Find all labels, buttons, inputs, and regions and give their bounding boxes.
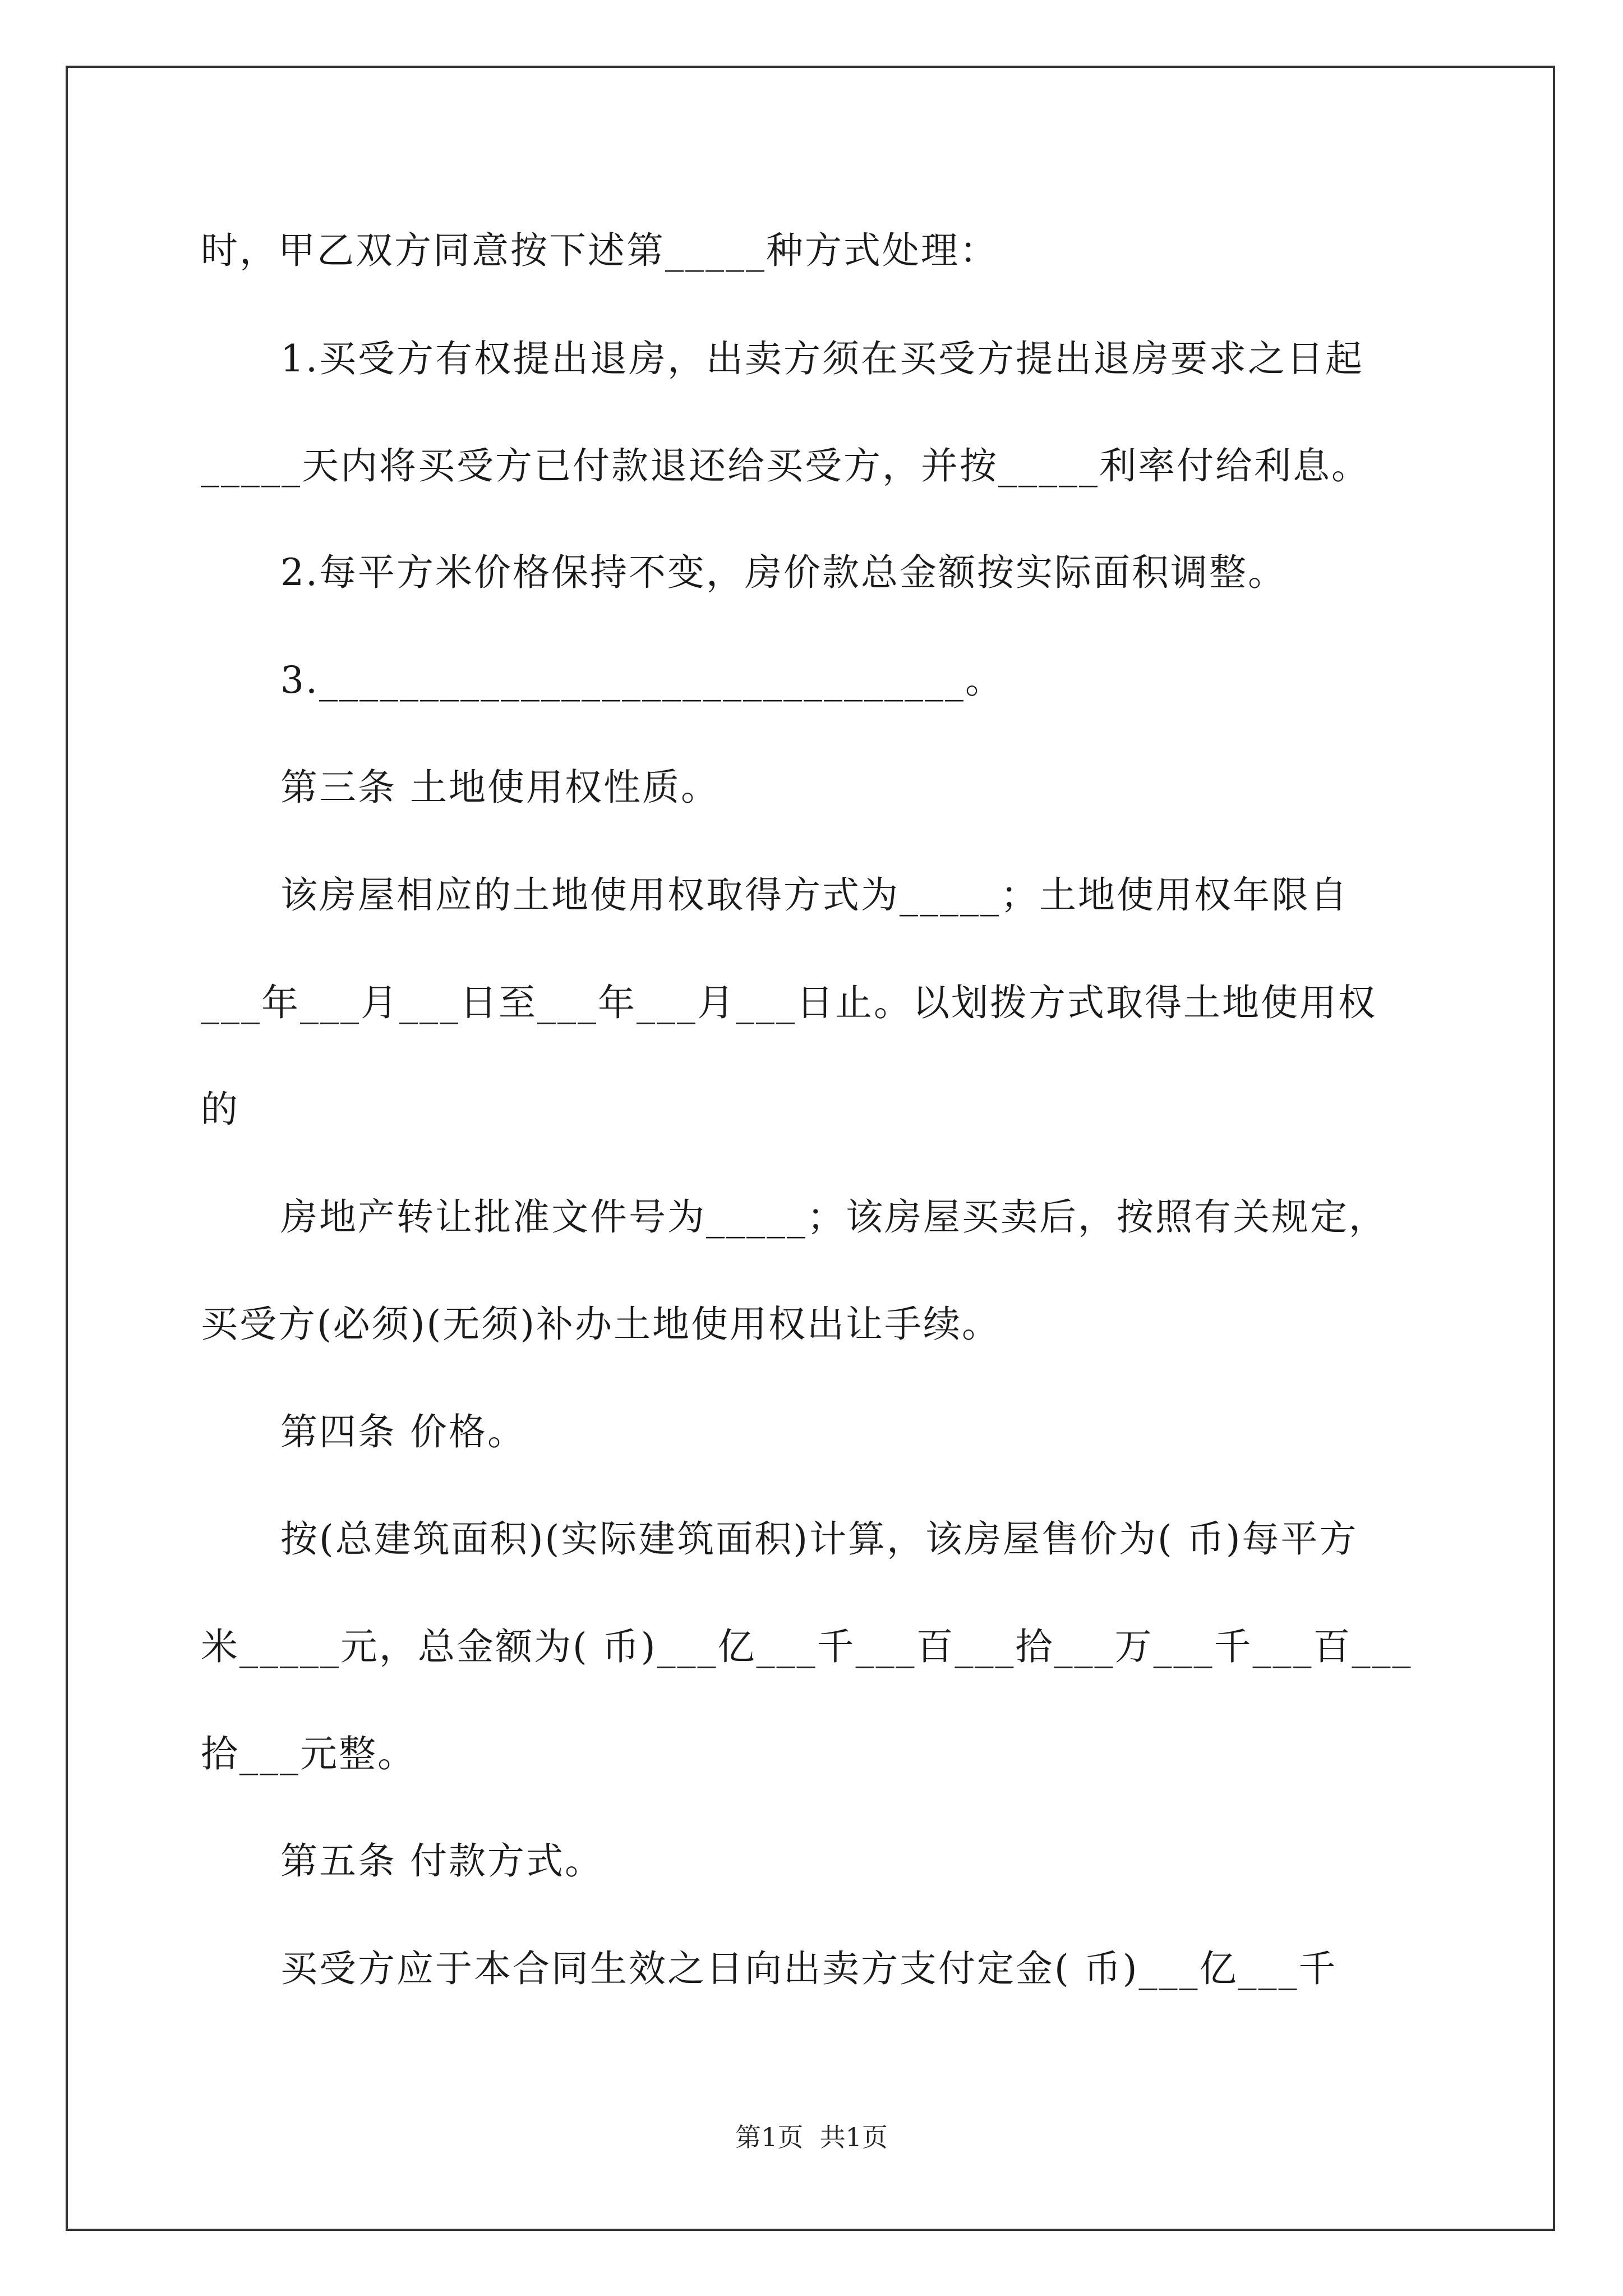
text-line-8: ___年___月___日至___年___月___日止。以划拨方式取得土地使用权 bbox=[201, 981, 1377, 1024]
text-line-1: 时，甲乙双方同意按下述第_____种方式处理： bbox=[201, 229, 998, 272]
text-line-11: 买受方(必须)(无须)补办土地使用权出让手续。 bbox=[201, 1303, 1000, 1346]
text-line-17: 买受方应于本合同生效之日向出卖方支付定金( 币)___亿___千 bbox=[280, 1947, 1338, 1990]
text-line-13: 按(总建筑面积)(实际建筑面积)计算，该房屋售价为( 币)每平方 bbox=[280, 1517, 1358, 1561]
text-line-4: 2.每平方米价格保持不变，房价款总金额按实际面积调整。 bbox=[280, 551, 1287, 594]
page-border bbox=[66, 66, 1555, 2231]
text-line-9: 的 bbox=[201, 1088, 239, 1131]
text-line-14: 米_____元，总金额为( 币)___亿___千___百___拾___万___千___百___ bbox=[201, 1625, 1413, 1668]
article-4-heading: 第四条 价格。 bbox=[280, 1410, 526, 1453]
article-5-heading: 第五条 付款方式。 bbox=[280, 1839, 603, 1883]
page-number-footer: 第1页 共1页 bbox=[735, 2122, 888, 2152]
text-line-7: 该房屋相应的土地使用权取得方式为_____；土地使用权年限自 bbox=[280, 873, 1349, 917]
text-line-3: _____天内将买受方已付款退还给买受方，并按_____利率付给利息。 bbox=[201, 444, 1370, 487]
text-line-15: 拾___元整。 bbox=[201, 1732, 416, 1775]
article-3-heading: 第三条 土地使用权性质。 bbox=[280, 766, 720, 809]
text-line-5: 3.________________________________。 bbox=[280, 659, 1004, 702]
text-line-2: 1.买受方有权提出退房，出卖方须在买受方提出退房要求之日起 bbox=[280, 337, 1364, 380]
text-line-10: 房地产转让批准文件号为_____；该房屋买卖后，按照有关规定， bbox=[280, 1195, 1387, 1239]
